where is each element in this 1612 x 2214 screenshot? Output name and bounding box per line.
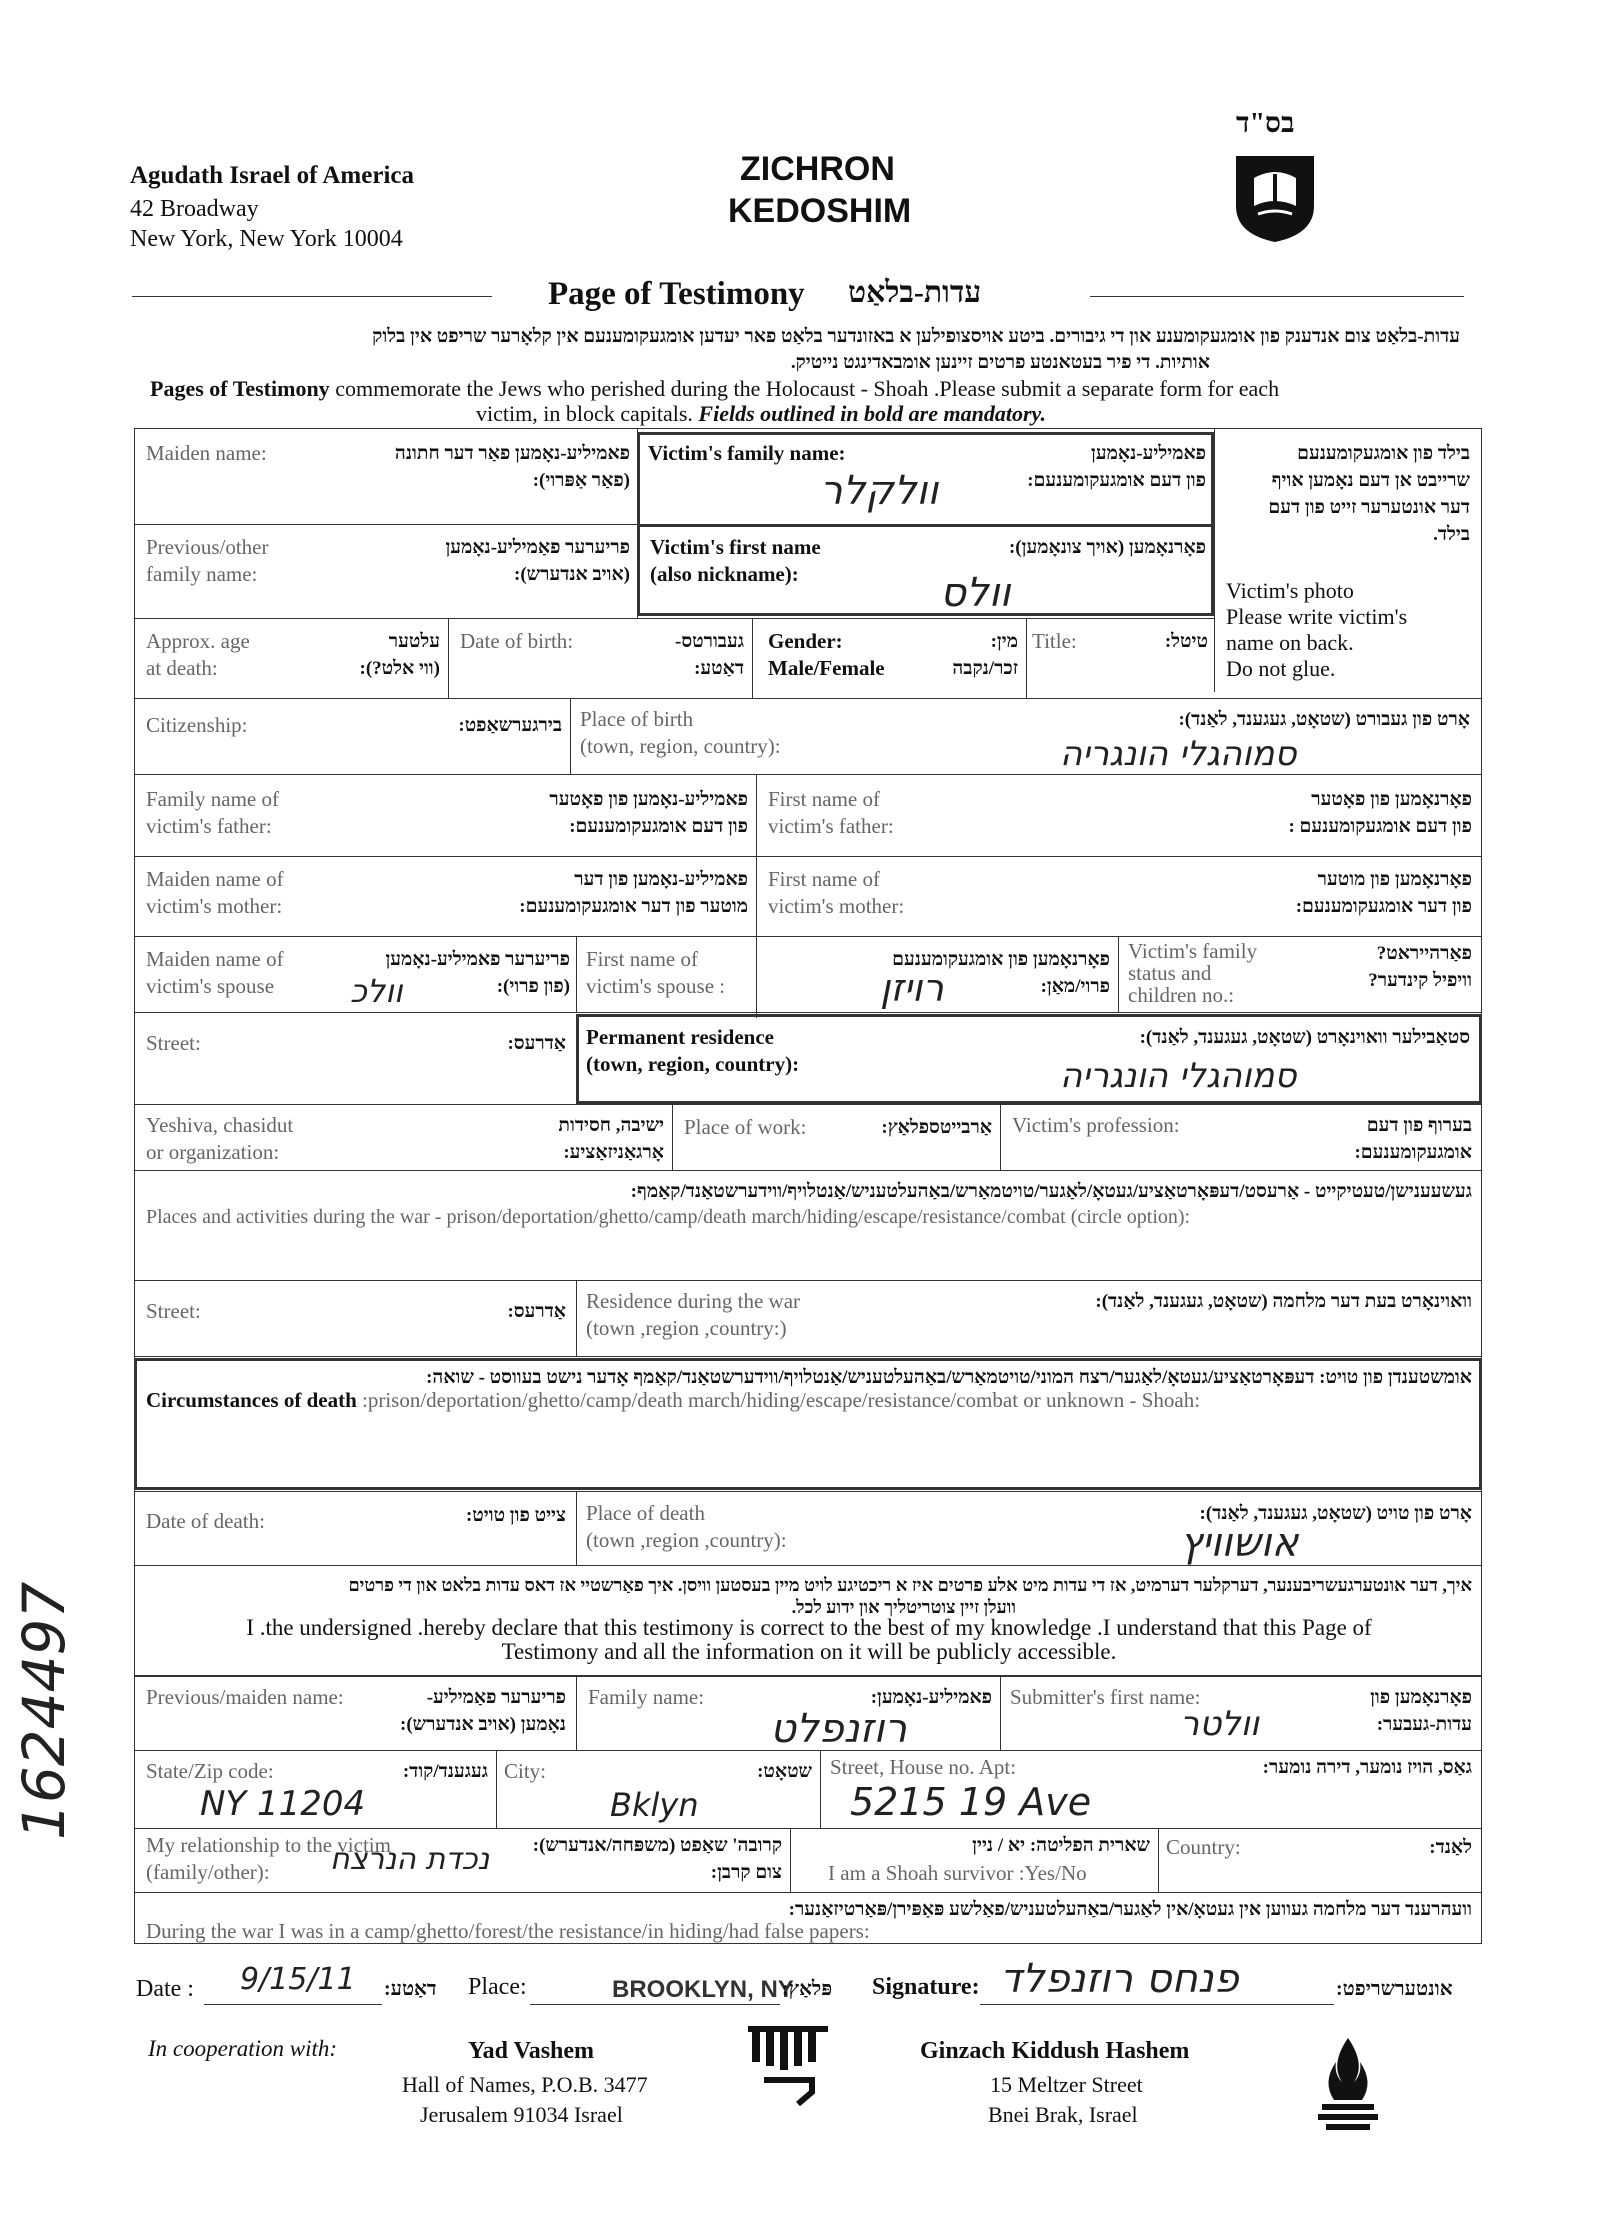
birthplace-label-he: אָרט פון געבורט (שטאָט, געגענד, לאַנד): xyxy=(1178,709,1470,730)
declaration-he-1: איך, דער אונטערגעשריבענער, דערקלער דערמיט, אז די עדות מיט אלע פרטים איז א ריכטיגע לויט מיין בעסטען וויסן. איך פאַרשטיי אז דאס עדות בלאט און די פרטים xyxy=(348,1575,1472,1595)
first-name-value[interactable]: וולס xyxy=(940,570,1011,616)
war-activities-label-he: געשעענישן/טעטיקייט - אַרעסט/דעפּאָרטאַציע/געטאָ/לאַגער/טויטמאַרש/באַהעלטעניש/אַנטלויף/ווידערשטאַנד/קאַמף: xyxy=(630,1181,1472,1202)
gender-label: Gender: Male/Female xyxy=(768,629,885,680)
war-status-label[interactable]: During the war I was in a camp/ghetto/forest/the resistance/in hiding/had false papers: xyxy=(146,1919,870,1943)
family-name-value[interactable]: וולקלר xyxy=(820,468,939,514)
submitter-family-label-he: פאמיליע-נאָמען: xyxy=(870,1687,992,1708)
ginzach-address-2: Bnei Brak, Israel xyxy=(988,2102,1138,2127)
permanent-residence-label: Permanent residence (town, region, country): xyxy=(586,1025,800,1076)
form-title-he: עדות-בלאַט xyxy=(848,276,982,309)
death-date-label: Date of death: xyxy=(146,1509,265,1533)
yad-vashem-address-2: Jerusalem 91034 Israel xyxy=(420,2102,623,2127)
yeshiva-label: Yeshiva, chasidut or organization: xyxy=(146,1113,294,1164)
margin-record-number: 1624497 xyxy=(10,1581,78,1840)
zip-label-he: געגענד/קוד: xyxy=(402,1761,488,1782)
intro-hebrew-1: עדות-בלאַט צום אנדענק פון אומגעקומענע און די גיבורים. ביטע אויסצופילען א באזונדער בלאַט פאר יעדען אומגעקומענעם אין קלאָרער שריפט אין בלוק xyxy=(372,326,1460,347)
birthplace-label: Place of birth (town, region, country): xyxy=(580,707,781,758)
relationship-label: My relationship to the victim (family/other): xyxy=(146,1833,391,1884)
city-label: City: xyxy=(504,1759,547,1783)
mother-first-label-he: פאָרנאָמען פון מוטער פון דער אומגעקומענעם: xyxy=(1295,869,1472,917)
date-value[interactable]: 9/15/11 xyxy=(240,1962,356,1997)
dob-label: Date of birth: xyxy=(460,629,574,653)
spouse-first-label-he: פאָרנאָמען פון אומגעקומענעם פרוי/מאַן: xyxy=(892,949,1110,997)
profession-label: Victim's profession: xyxy=(1012,1113,1180,1137)
death-place-label-he: אָרט פון טויט (שטאָט, געגענד, לאַנד): xyxy=(1199,1503,1472,1524)
previous-name-label-he: פריערער פאַמיליע-נאָמען (אויב אנדערש): xyxy=(445,537,630,585)
title-label: Title: xyxy=(1032,629,1077,653)
org-address-1: 42 Broadway xyxy=(130,196,259,222)
signature-value[interactable]: פנחס רוזנפלד xyxy=(1000,1956,1239,2002)
project-name-2: KEDOSHIM xyxy=(728,192,912,230)
age-label-he: עלטער (ווי אלט?): xyxy=(359,631,440,679)
photo-instructions-en: Victim's photo Please write victim's name on back. Do not glue. xyxy=(1226,578,1408,681)
submitter-first-label: Submitter's first name: xyxy=(1010,1685,1201,1709)
spouse-maiden-label: Maiden name of victim's spouse xyxy=(146,947,284,998)
street-label-he: אַדרעס: xyxy=(507,1033,566,1054)
country-label: Country: xyxy=(1166,1835,1241,1859)
place-label-he: פּלאַץ: xyxy=(782,1978,833,2000)
family-status-label: Victim's family status and children no.: xyxy=(1128,939,1258,1007)
yad-vashem-logo xyxy=(744,2020,832,2106)
yad-vashem-address-1: Hall of Names, P.O.B. 3477 xyxy=(402,2072,648,2097)
permanent-residence-value[interactable]: סמוהגלי הונגריה xyxy=(1060,1056,1297,1096)
photo-instructions-he: בילד פון אומגעקומענעם שרייבט אן דעם נאָמען אויף דער אונטערער זייט פון דעם בילד. xyxy=(1268,443,1470,545)
org-name: Agudath Israel of America xyxy=(130,162,414,189)
zip-label: State/Zip code: xyxy=(146,1759,274,1783)
ginzach-address-1: 15 Meltzer Street xyxy=(990,2072,1143,2097)
intro-hebrew-2: אותיות. די פיר בעטאנטע פרטים זיינען אומבאדינגט נייטיק. xyxy=(790,352,1210,373)
signature-label: Signature: xyxy=(872,1974,980,2000)
declaration-en: I .the undersigned .hereby declare that this testimony is correct to the best of my knowledge .I understand that this Page of Testimony and all the information on it will be publicly accessible. xyxy=(246,1615,1372,1664)
father-first-label: First name of victim's father: xyxy=(768,787,894,838)
form-title-en: Page of Testimony xyxy=(548,276,805,312)
war-street-label-he: אַדרעס: xyxy=(507,1301,566,1322)
signature-label-he: אונטערשריפט: xyxy=(1336,1978,1453,2000)
dob-label-he: געבורטס- דאַטע: xyxy=(675,631,744,679)
father-family-label: Family name of victim's father: xyxy=(146,787,279,838)
submitter-family-label: Family name: xyxy=(588,1685,705,1709)
maiden-name-label: Maiden name: xyxy=(146,441,267,465)
date-label: Date : xyxy=(136,1976,194,2002)
workplace-label-he: אַרבייטספלאַץ: xyxy=(881,1117,992,1138)
submitter-first-label-he: פאָרנאָמען פון עדות-געבער: xyxy=(1370,1687,1472,1735)
gender-label-he: מין: זכר/נקבה xyxy=(952,631,1018,679)
age-label: Approx. age at death: xyxy=(146,629,250,680)
title-label-he: טיטל: xyxy=(1164,631,1208,652)
street-address-label: Street, House no. Apt: xyxy=(830,1755,1017,1779)
street-label: Street: xyxy=(146,1031,201,1055)
spouse-maiden-value[interactable]: וולכ xyxy=(350,972,403,1010)
permanent-residence-label-he: סטאַבילער וואוינאָרט (שטאָט, געגענד, לאַנד): xyxy=(1139,1027,1470,1048)
father-first-label-he: פאָרנאָמען פון פאָטער פון דעם אומגעקומענעם : xyxy=(1288,789,1472,837)
project-name-1: ZICHRON xyxy=(740,150,895,188)
mother-maiden-label: Maiden name of victim's mother: xyxy=(146,867,284,918)
death-date-label-he: צייט פון טויט: xyxy=(465,1505,566,1526)
place-label: Place: xyxy=(468,1974,527,2000)
submitter-family-value[interactable]: רוזנפלט xyxy=(770,1706,907,1752)
date-label-he: דאַטע: xyxy=(384,1978,437,2000)
submitter-prev-label-he: פריערער פאַמיליע- נאָמען (אויב אנדערש): xyxy=(400,1687,566,1735)
war-activities-label[interactable]: Places and activities during the war - prison/deportation/ghetto/camp/death march/hiding/escape/resistance/combat (circle option): xyxy=(146,1206,1191,1228)
org-address-2: New York, New York 10004 xyxy=(130,226,403,252)
intro-english-2: victim, in block capitals. Fields outlined in bold are mandatory. xyxy=(476,401,1046,426)
place-value[interactable]: BROOKLYN, NY xyxy=(612,1976,794,2003)
mother-maiden-label-he: פאמיליע-נאָמען פון דער מוטער פון דער אומגעקומענעם: xyxy=(519,869,748,917)
citizenship-label: Citizenship: xyxy=(146,713,248,737)
bsd-mark: בס"ד xyxy=(1236,108,1295,139)
ginzach-name: Ginzach Kiddush Hashem xyxy=(920,2038,1190,2064)
war-status-label-he: וועהרענד דער מלחמה געווען אין געטאָ/אין לאַגער/באַהעלטעניש/פאַלשע פּאַפּירן/פּאַרטיזאַנער: xyxy=(788,1899,1472,1920)
street-address-value[interactable]: 5215 19 Ave xyxy=(850,1780,1092,1824)
war-residence-label: Residence during the war (town ,region ,country:) xyxy=(586,1289,801,1340)
family-name-label-he: פאמיליע-נאָמען פון דעם אומגעקומענעם: xyxy=(1027,443,1206,491)
relationship-value[interactable]: נכדת הנרצח xyxy=(330,1842,490,1877)
war-street-label: Street: xyxy=(146,1299,201,1323)
cooperation-label: In cooperation with: xyxy=(148,2036,338,2061)
first-name-label: Victim's first name (also nickname): xyxy=(650,535,821,586)
mother-first-label: First name of victim's mother: xyxy=(768,867,905,918)
relationship-label-he: קרובה' שאַפט (משפּחה/אנדערש): צום קרבן: xyxy=(532,1835,782,1883)
country-label-he: לאַנד: xyxy=(1429,1837,1472,1858)
intro-english-1: Pages of Testimony commemorate the Jews who perished during the Holocaust - Shoah .Please submit a separate form for each xyxy=(150,376,1280,401)
spouse-first-value[interactable]: רויזן xyxy=(880,966,944,1010)
survivor-label[interactable]: I am a Shoah survivor :Yes/No xyxy=(828,1861,1087,1885)
spouse-first-label: First name of victim's spouse : xyxy=(586,947,726,998)
agudath-logo xyxy=(1232,148,1318,244)
death-place-value[interactable]: אושוויץ xyxy=(1180,1520,1299,1566)
father-family-label-he: פאמיליע-נאָמען פון פאָטער פון דעם אומגעקומענעם: xyxy=(549,789,748,837)
ginzach-logo xyxy=(1308,2034,1388,2138)
city-value[interactable]: Bklyn xyxy=(610,1786,699,1824)
citizenship-label-he: בירגערשאַפט: xyxy=(458,715,562,736)
birthplace-value[interactable]: סמוהגלי הונגריה xyxy=(1060,734,1297,774)
circumstances-label-he: אומשטענדן פון טויט: דעפּאָרטאַציע/געטאָ/לאַגער/רצח המוני/טויטמאַרש/באַהעלטעניש/אַנטלויף/ווידערשטאַנד/קאַמף אָדער נישט בעווסט - שואה: xyxy=(426,1367,1472,1388)
yeshiva-label-he: ישיבה, חסידות אָרגאַניזאַציע: xyxy=(558,1115,664,1163)
previous-name-label: Previous/other family name: xyxy=(146,535,269,586)
submitter-prev-label: Previous/maiden name: xyxy=(146,1685,344,1709)
war-residence-label-he: וואוינאָרט בעת דער מלחמה (שטאָט, געגענד, לאַנד): xyxy=(1095,1291,1472,1312)
declaration-he-2: וועלן זיין צוטריטליך און ידוע לכל. xyxy=(791,1597,1016,1617)
street-address-label-he: גאַס, הויז נומער, דירה נומער: xyxy=(1262,1757,1472,1778)
family-name-label: Victim's family name: xyxy=(648,441,846,465)
death-place-label: Place of death (town ,region ,country): xyxy=(586,1501,787,1552)
maiden-name-label-he: פאמיליע-נאָמען פאַר דער חתונה (פאַר אַפּרוי): xyxy=(394,443,630,491)
yad-vashem-name: Yad Vashem xyxy=(468,2038,595,2064)
circumstances-label: Circumstances of death :prison/deportation/ghetto/camp/death march/hiding/escape/resistance/combat or unknown - Shoah: xyxy=(146,1388,1201,1412)
city-label-he: שטאָט: xyxy=(757,1761,812,1782)
survivor-label-he: שארית הפליטה: יא / ניין xyxy=(972,1835,1150,1856)
profession-label-he: בערוף פון דעם אומגעקומענעם: xyxy=(1354,1115,1472,1163)
workplace-label: Place of work: xyxy=(684,1115,807,1139)
zip-value[interactable]: NY 11204 xyxy=(200,1784,366,1824)
family-status-label-he: פאַרהייראט? וויפיל קינדער? xyxy=(1368,943,1472,991)
first-name-label-he: פאָרנאָמען (אויך צונאָמען): xyxy=(1008,537,1206,558)
spouse-maiden-label-he: פריערער פאמיליע-נאָמען (פון פרוי): xyxy=(385,949,570,997)
submitter-first-value[interactable]: וולטר xyxy=(1180,1704,1260,1744)
